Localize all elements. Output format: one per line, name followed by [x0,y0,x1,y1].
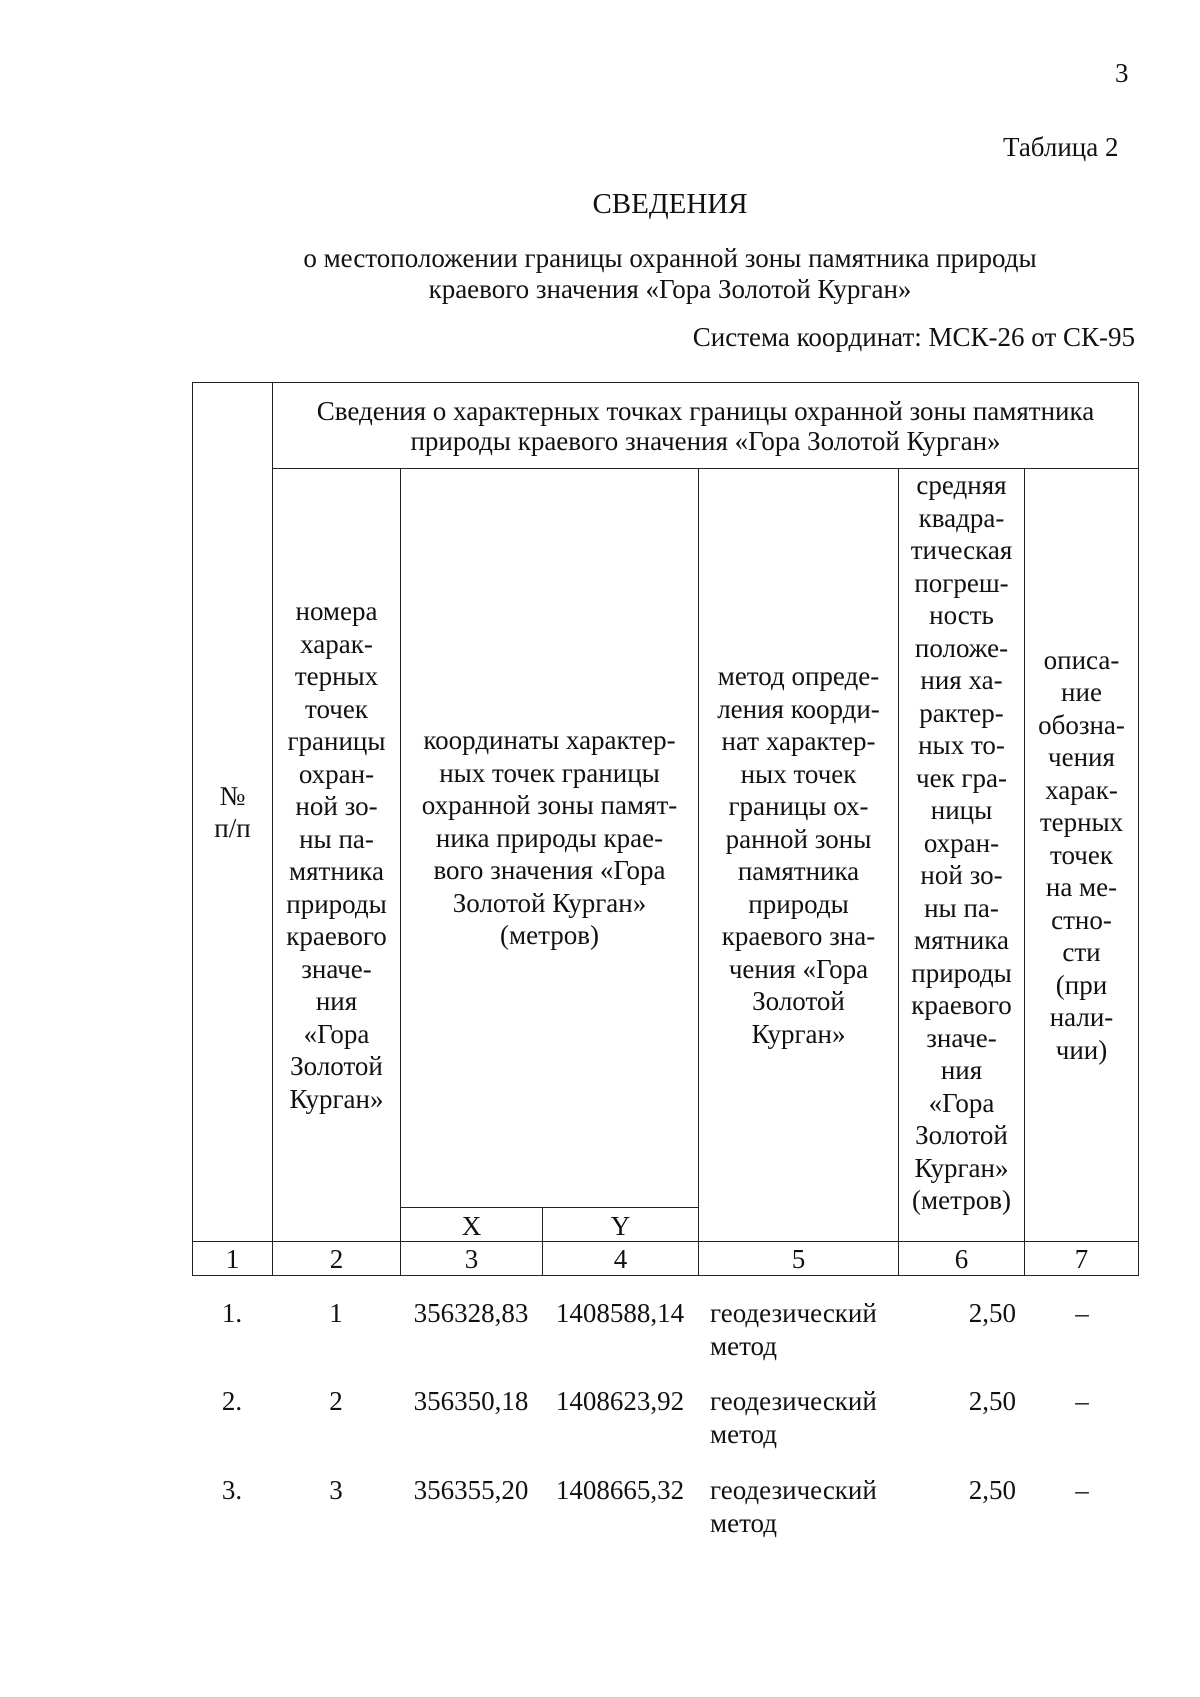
point-number: 1 [329,1298,343,1328]
point-number: 3 [329,1475,343,1505]
point-description: – [1075,1386,1089,1416]
coordinate-system-value: МСК-26 от СК-95 [928,322,1135,352]
subtitle-line-1: о местоположении границы охранной зоны памятника природы [303,243,1037,273]
point-number: 2 [329,1386,343,1416]
coordinate-y: 1408623,92 [555,1386,685,1416]
mean-square-error: 2,50 [968,1298,1016,1328]
method: геодезический метод [710,1298,877,1361]
coordinate-x: 356355,20 [413,1475,529,1505]
column-number: 1 [193,1242,273,1276]
header-row-number: № п/п [193,383,273,1242]
page-number: 3 [1115,58,1129,88]
document-subtitle [0,243,1200,305]
column-number: 6 [899,1242,1025,1276]
method: геодезический метод [710,1475,877,1538]
column-number: 3 [401,1242,543,1276]
coordinate-x: 356350,18 [413,1386,529,1416]
mean-square-error: 2,50 [968,1475,1016,1505]
header-method: метод опреде- ления коорди- нат характер- ных точек границы ох- ранной зоны памятника природы краевого зна- чения «Гора Золотой Курган» [699,469,899,1242]
coordinate-system [693,322,1135,353]
column-number: 7 [1025,1242,1139,1276]
header-x: X [401,1207,543,1241]
coordinate-x: 356328,83 [413,1298,529,1328]
header-coordinates: координаты характер- ных точек границы охранной зоны памят- ника природы крае- вого значения «Гора Золотой Курган» (метров) [401,469,699,1208]
coordinate-system-label: Система координат: [692,322,922,352]
header-description: описа- ние обозна- чения харак- терных точек на ме- стно- сти (при нали- чии) [1025,469,1139,1242]
header-group-title: Сведения о характерных точках границы охранной зоны памятника природы краевого значения «Гора Золотой Курган» [273,383,1139,469]
column-number: 2 [273,1242,401,1276]
column-number: 4 [543,1242,699,1276]
document-title: СВЕДЕНИЯ [592,188,748,220]
header-point-numbers: номера харак- терных точек границы охран- ной зо- ны па- мятника природы краевого значе- ния «Гора Золотой Курган» [273,469,401,1242]
coordinate-y: 1408665,32 [555,1475,685,1505]
coordinate-y: 1408588,14 [555,1298,685,1328]
point-description: – [1075,1298,1089,1328]
row-index: 1. [221,1298,243,1328]
header-error: средняя квадра- тическая погреш- ность положе- ния ха- рактер- ных то- чек гра- ницы охран- ной зо- ны па- мятника природы краевого значе- ния «Гора Золотой Курган» (метров) [899,469,1025,1242]
method: геодезический метод [710,1386,877,1449]
row-index: 3. [221,1475,243,1505]
mean-square-error: 2,50 [968,1386,1016,1416]
header-y: Y [543,1207,699,1241]
column-number: 5 [699,1242,899,1276]
subtitle-line-2: краевого значения «Гора Золотой Курган» [428,274,912,304]
row-index: 2. [221,1386,243,1416]
table-header-grid [192,382,1139,1276]
table-label: Таблица 2 [1003,132,1119,162]
point-description: – [1075,1475,1089,1505]
column-numbers-row [193,1242,1139,1276]
